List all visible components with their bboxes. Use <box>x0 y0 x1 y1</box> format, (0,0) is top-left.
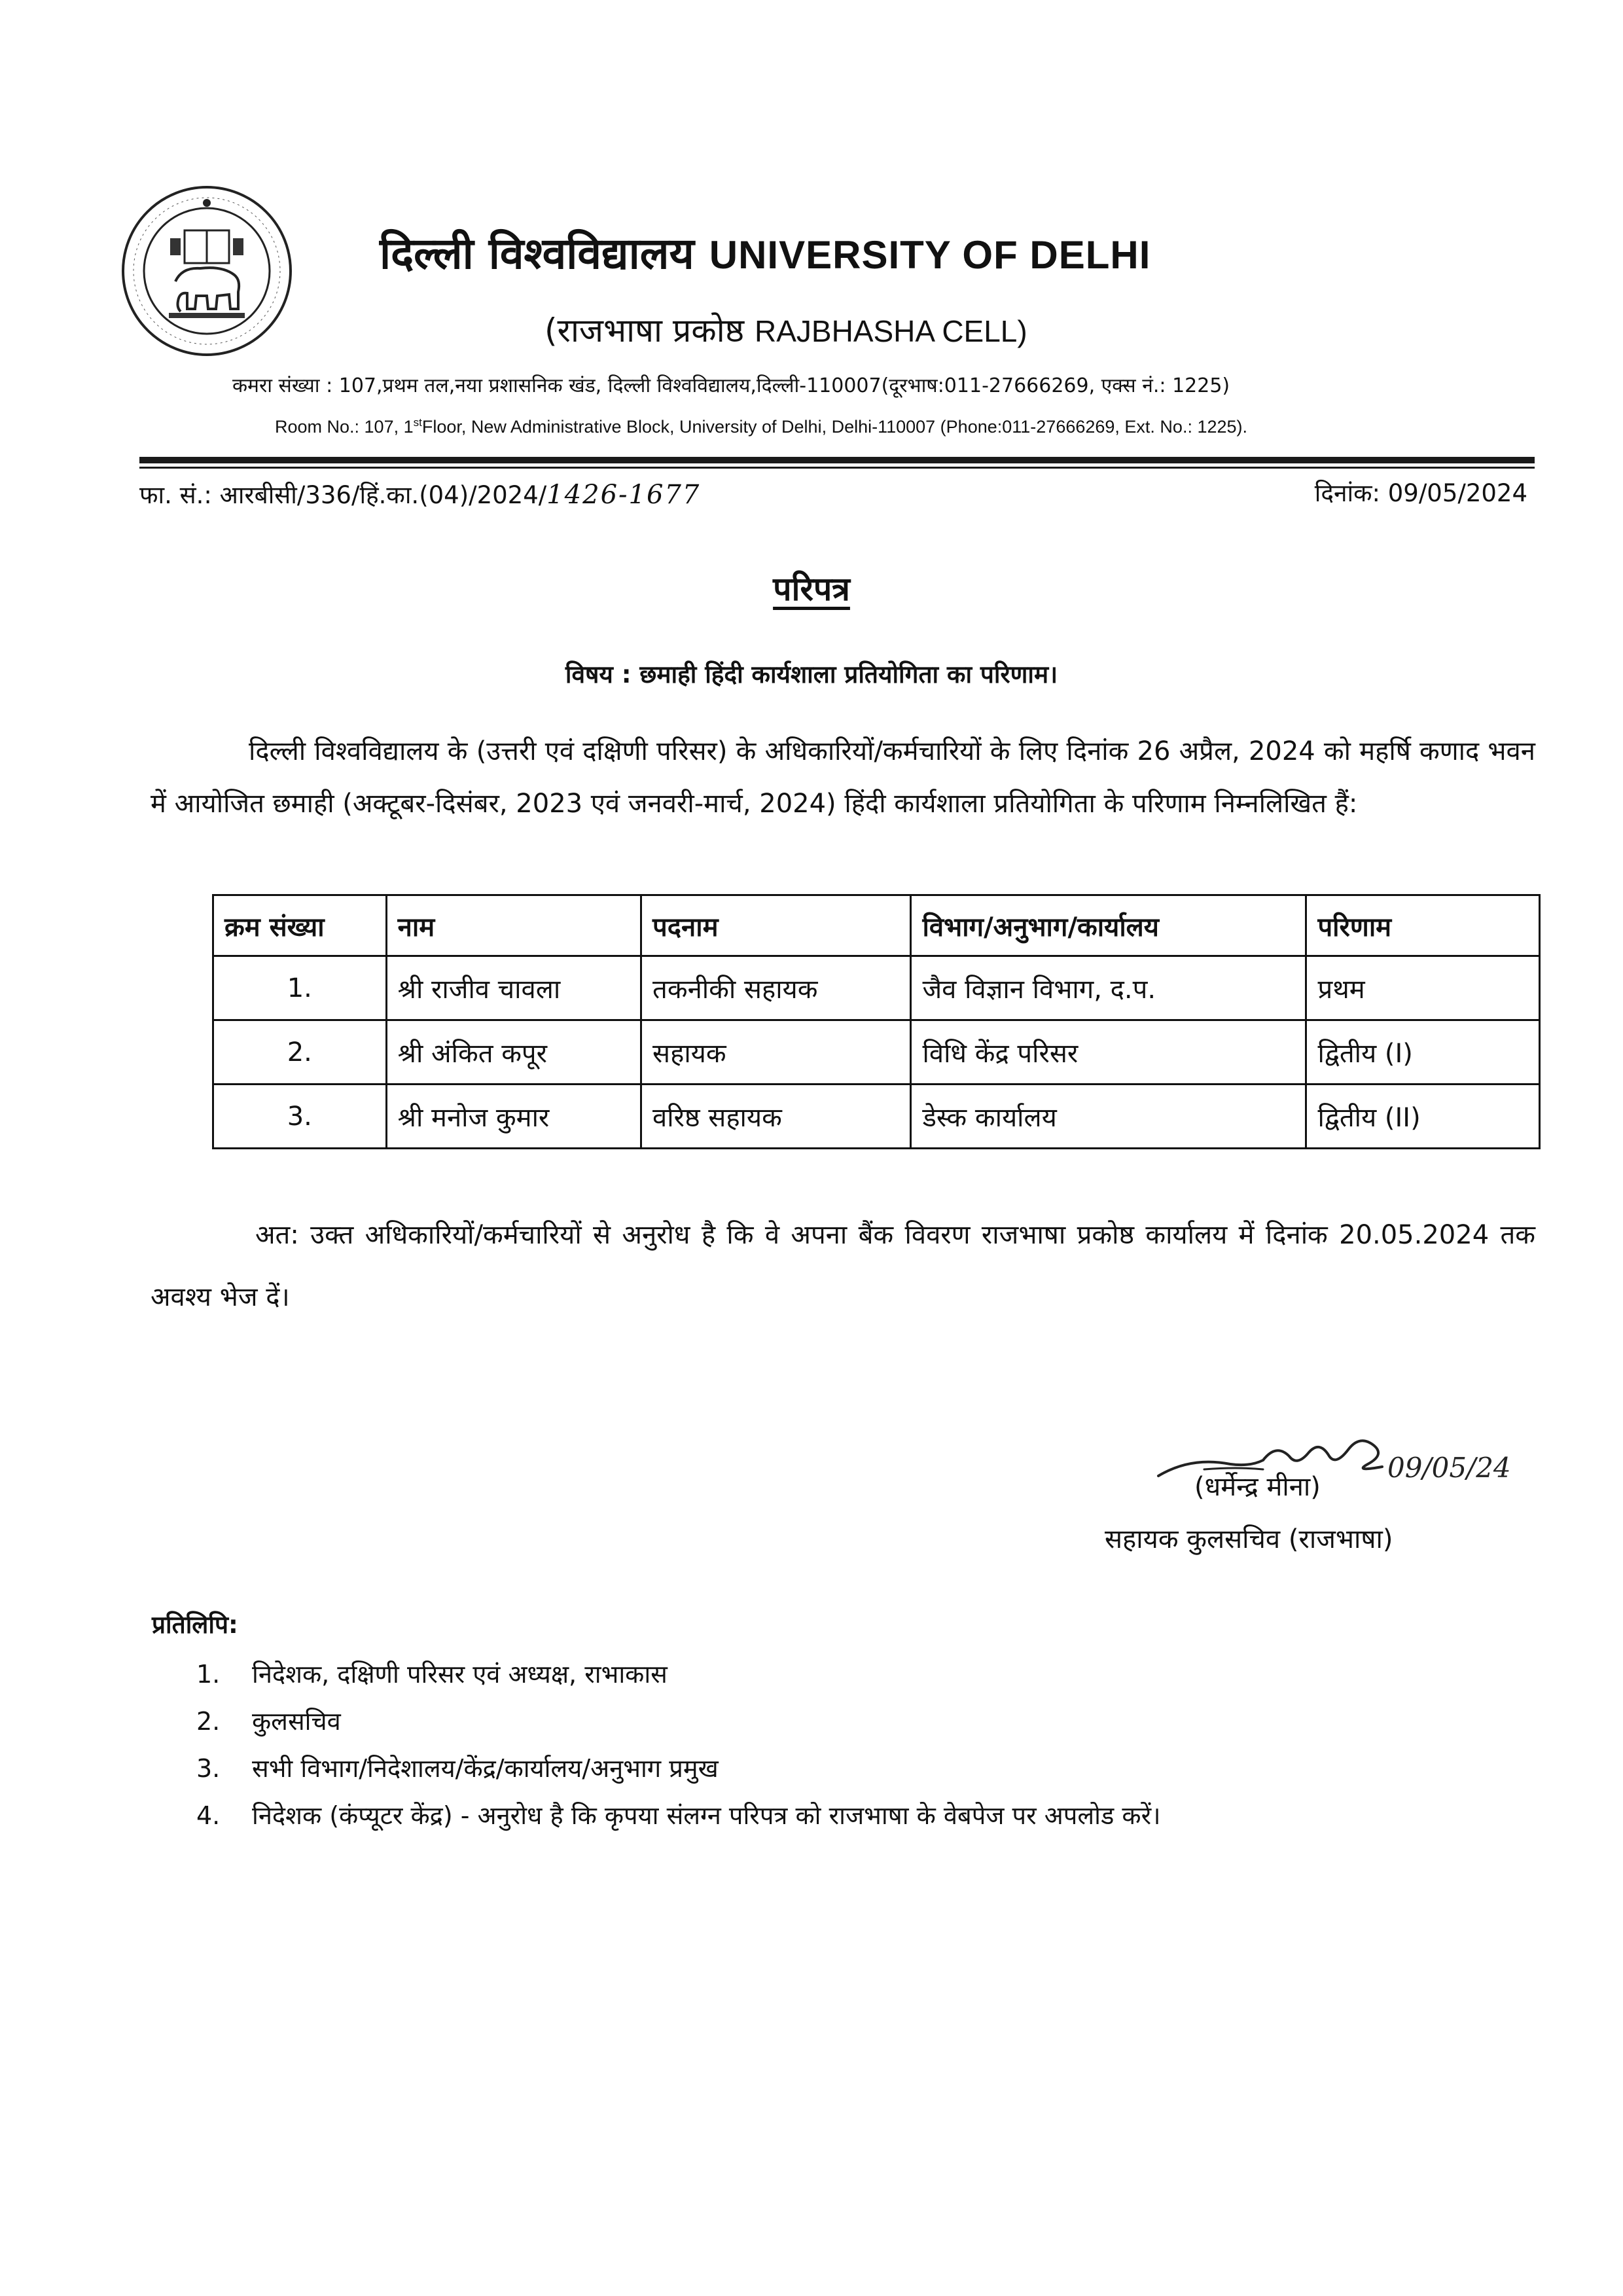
address-english <box>275 417 1247 436</box>
cell-designation: वरिष्ठ सहायक <box>641 1085 911 1149</box>
table-row <box>213 956 1540 1020</box>
copy-to-list <box>196 1651 1161 1839</box>
list-item-number: 2. <box>196 1707 221 1736</box>
issue-date: दिनांक: 09/05/2024 <box>1314 479 1527 507</box>
intro-paragraph: दिल्ली विश्वविद्यालय के (उत्तरी एवं दक्षिणी परिसर) के अधिकारियों/कर्मचारियों के लिए दिनांक 26 अप्रैल, 2024 को महर्षि कणाद भवन में आयोजित छमाही (अक्टूबर-दिसंबर, 2023 एवं जनवरी-मार्च, 2024) हिंदी कार्यशाला प्रतियोगिता के परिणाम निम्नलिखित हैं: <box>151 736 1535 819</box>
cell-result: प्रथम <box>1306 956 1540 1020</box>
list-item-text: निदेशक (कंप्यूटर केंद्र) - अनुरोध है कि कृपया संलग्न परिपत्र को राजभाषा के वेबपेज पर अपलोड करें। <box>252 1801 1161 1830</box>
list-item <box>196 1698 1161 1745</box>
cell-name: श्री मनोज कुमार <box>386 1085 641 1149</box>
cell-designation: तकनीकी सहायक <box>641 956 911 1020</box>
column-header-designation: पदनाम <box>641 895 911 956</box>
cell-name: श्री अंकित कपूर <box>386 1020 641 1085</box>
cell-department: जैव विज्ञान विभाग, द.प. <box>911 956 1306 1020</box>
table-row <box>213 1085 1540 1149</box>
list-item-text: निदेशक, दक्षिणी परिसर एवं अध्यक्ष, राभाकास <box>252 1660 668 1689</box>
cell-subtitle-english: RAJBHASHA CELL) <box>755 314 1027 348</box>
cell-subtitle-hindi: (राजभाषा प्रकोष्ठ <box>544 312 745 350</box>
university-title-english: UNIVERSITY OF DELHI <box>709 233 1151 277</box>
subject-line: विषय : छमाही हिंदी कार्यशाला प्रतियोगिता का परिणाम। <box>565 660 1058 689</box>
cell-result: द्वितीय (II) <box>1306 1085 1540 1149</box>
file-number: फा. सं.: आरबीसी/336/हिं.का.(04)/2024/ <box>139 481 547 509</box>
list-item-text: सभी विभाग/निदेशालय/केंद्र/कार्यालय/अनुभाग प्रमुख <box>252 1754 719 1783</box>
cell-designation: सहायक <box>641 1020 911 1085</box>
list-item <box>196 1651 1161 1698</box>
copy-to-label: प्रतिलिपि: <box>152 1611 238 1639</box>
address-english-part2: Floor, New Administrative Block, University of Delhi, Delhi-110007 (Phone:011-27666269, Ext. No.: 1225). <box>421 417 1248 437</box>
circular-title: परिपत्र <box>773 570 850 608</box>
signer-designation: सहायक कुलसचिव (राजभाषा) <box>1105 1524 1393 1554</box>
request-paragraph: अत: उक्त अधिकारियों/कर्मचारियों से अनुरोध है कि वे अपना बैंक विवरण राजभाषा प्रकोष्ठ कार्यालय में दिनांक 20.05.2024 तक अवश्य भेज दें। <box>151 1220 1535 1312</box>
column-header-name: नाम <box>386 895 641 956</box>
header-divider-thin <box>139 467 1535 469</box>
header-divider-thick <box>139 457 1535 463</box>
list-item <box>196 1745 1161 1792</box>
cell-serial: 1. <box>213 956 387 1020</box>
list-item-number: 3. <box>196 1754 221 1783</box>
cell-serial: 3. <box>213 1085 387 1149</box>
cell-result: द्वितीय (I) <box>1306 1020 1540 1085</box>
cell-department: डेस्क कार्यालय <box>911 1085 1306 1149</box>
list-item <box>196 1792 1161 1839</box>
column-header-result: परिणाम <box>1306 895 1540 956</box>
column-header-serial: क्रम संख्या <box>213 895 387 956</box>
list-item-number: 4. <box>196 1801 221 1830</box>
cell-department: विधि केंद्र परिसर <box>911 1020 1306 1085</box>
table-header-row <box>213 895 1540 956</box>
column-header-department: विभाग/अनुभाग/कार्यालय <box>911 895 1306 956</box>
cell-serial: 2. <box>213 1020 387 1085</box>
address-english-superscript: st <box>413 416 422 429</box>
address-hindi: कमरा संख्या : 107,प्रथम तल,नया प्रशासनिक खंड, दिल्ली विश्वविद्यालय,दिल्ली-110007(दूरभाष:011-27666269, एक्स नं.: 1225) <box>232 374 1230 397</box>
list-item-number: 1. <box>196 1660 221 1689</box>
address-english-part1: Room No.: 107, 1 <box>275 417 414 437</box>
signature-date-handwritten: 09/05/24 <box>1387 1452 1511 1484</box>
university-title-hindi: दिल्ली विश्वविद्यालय <box>380 228 694 279</box>
handwritten-dispatch-number: 1426-1677 <box>546 480 701 510</box>
table-row <box>213 1020 1540 1085</box>
university-seal-logo <box>119 183 294 359</box>
signer-name: (धर्मेन्द्र मीना) <box>1194 1472 1321 1502</box>
results-table <box>212 894 1541 1149</box>
cell-subtitle <box>544 312 1027 350</box>
file-reference <box>139 479 700 511</box>
university-title <box>380 228 1151 279</box>
list-item-text: कुलसचिव <box>252 1707 341 1736</box>
cell-name: श्री राजीव चावला <box>386 956 641 1020</box>
